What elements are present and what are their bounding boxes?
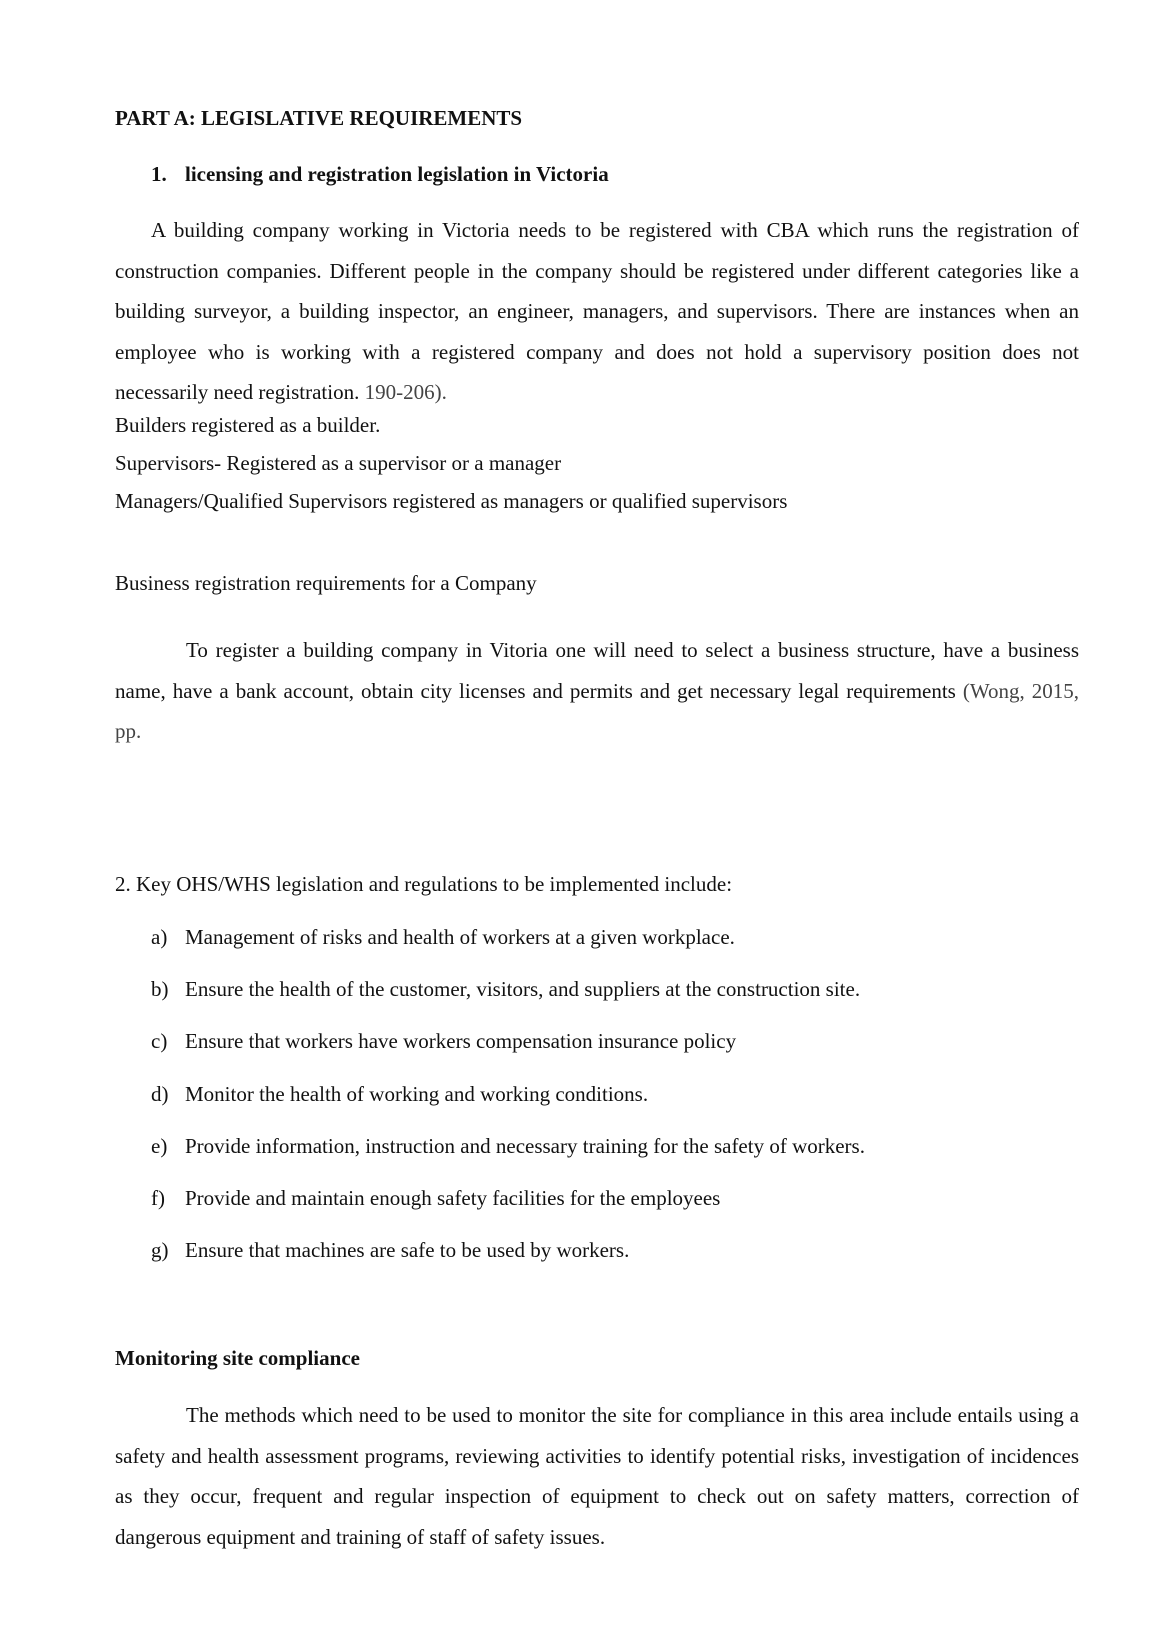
list-item-text: Ensure the health of the customer, visitors, and suppliers at the construction site.	[185, 977, 861, 1002]
section-1-number: 1.	[151, 162, 167, 186]
registration-line-managers: Managers/Qualified Supervisors registered as managers or qualified supervisors	[115, 489, 788, 513]
section-1-title: licensing and registration legislation in Victoria	[185, 162, 609, 186]
list-marker: b)	[151, 977, 169, 1002]
list-item-text: Ensure that workers have workers compensation insurance policy	[185, 1029, 737, 1054]
registration-citation: 190-206).	[359, 380, 447, 404]
list-marker: g)	[151, 1238, 169, 1263]
list-item	[151, 925, 865, 977]
list-item-text: Ensure that machines are safe to be used by workers.	[185, 1238, 630, 1263]
registration-line-builders: Builders registered as a builder.	[115, 413, 381, 437]
business-registration-paragraph	[115, 630, 1079, 752]
registration-paragraph-text: A building company working in Victoria needs to be registered with CBA which runs the registration of construction companies. Different people in the company should be registered under different categories like a building surveyor, a building inspector, an engineer, managers, and supervisors. There are instances when an employee who is working with a registered company and does not hold a supervisory position does not necessarily need registration.	[115, 218, 1079, 404]
list-item	[151, 1186, 865, 1238]
list-item	[151, 1029, 865, 1081]
list-marker: e)	[151, 1133, 168, 1158]
list-item-text: Provide and maintain enough safety facilities for the employees	[185, 1185, 721, 1210]
list-marker: c)	[151, 1029, 168, 1054]
business-citation: (Wong, 2015, pp.	[115, 678, 1079, 743]
part-heading: PART A: LEGISLATIVE REQUIREMENTS	[115, 106, 523, 130]
section-1-heading	[151, 162, 609, 187]
list-marker: d)	[151, 1081, 169, 1106]
business-registration-heading: Business registration requirements for a Company	[115, 571, 537, 595]
registration-paragraph	[115, 210, 1079, 413]
list-item	[151, 977, 865, 1029]
list-item	[151, 1082, 865, 1134]
registration-line-supervisors: Supervisors- Registered as a supervisor or a manager	[115, 451, 562, 475]
list-item	[151, 1238, 865, 1290]
list-item	[151, 1134, 865, 1186]
ohs-requirements-list	[151, 925, 865, 1290]
list-item-text: Monitor the health of working and working conditions.	[185, 1081, 649, 1106]
list-item-text: Provide information, instruction and necessary training for the safety of workers.	[185, 1133, 865, 1158]
monitoring-paragraph: The methods which need to be used to monitor the site for compliance in this area include entails using a safety and health assessment programs, reviewing activities to identify potential risks, investigation of incidences as they occur, frequent and regular inspection of equipment to check out on safety matters, correction of dangerous equipment and training of staff of safety issues.	[115, 1403, 1079, 1549]
list-marker: f)	[151, 1185, 165, 1210]
section-2-intro: 2. Key OHS/WHS legislation and regulations to be implemented include:	[115, 872, 733, 896]
list-marker: a)	[151, 925, 168, 949]
monitoring-heading: Monitoring site compliance	[115, 1346, 360, 1370]
business-paragraph-text: To register a building company in Vitoria one will need to select a business structure, have a business name, have a bank account, obtain city licenses and permits and get necessary legal requirements	[115, 638, 1079, 703]
list-item-text: Management of risks and health of workers at a given workplace.	[185, 925, 735, 949]
